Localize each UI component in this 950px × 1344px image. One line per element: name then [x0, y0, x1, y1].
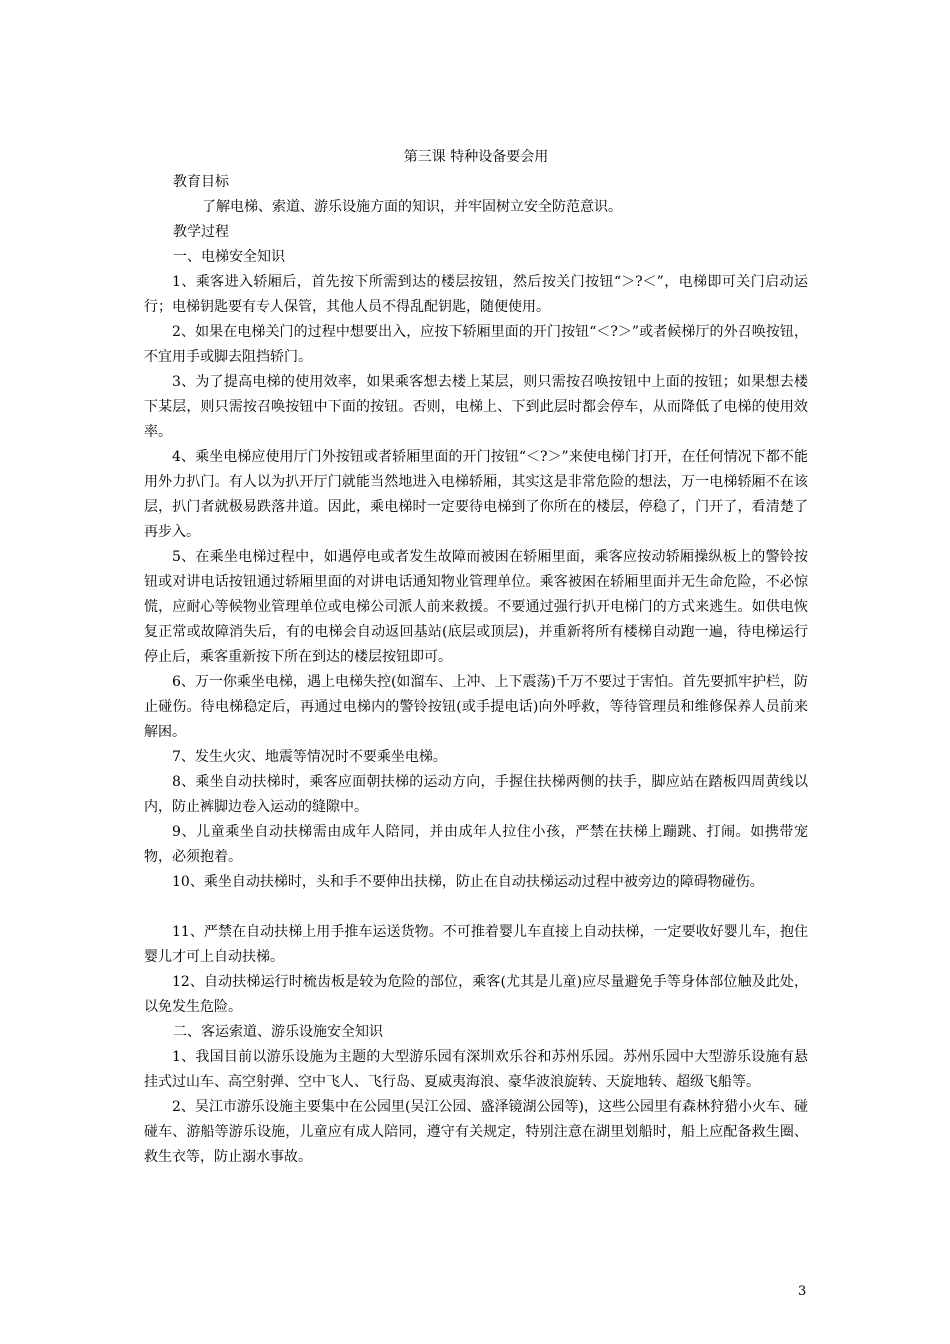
- section1-item-10: 10、乘坐自动扶梯时，头和手不要伸出扶梯，防止在自动扶梯运动过程中被旁边的障碍物碰伤。: [172, 874, 764, 890]
- section1-item-4: 4、乘坐电梯应使用厅门外按钮或者轿厢里面的开门按钮“＜?＞”来使电梯门打开，在任何情况下都不能用外力扒门。有人以为扒开厅门就能当然地进入电梯轿厢，其实这是非常危险的想法，万一电梯轿厢不在该层，扒门者就极易跌落井道。因此，乘电梯时一定要待电梯到了你所在的楼层，停稳了，门开了，看清楚了再步入。: [144, 449, 808, 540]
- goal-heading: 教育目标: [173, 174, 229, 190]
- section1-item-5: 5、在乘坐电梯过程中，如遇停电或者发生故障而被困在轿厢里面，乘客应按动轿厢操纵板上的警铃按钮或对讲电话按钮通过轿厢里面的对讲电话通知物业管理单位。乘客被困在轿厢里面并无生命危险，不必惊慌，应耐心等候物业管理单位或电梯公司派人前来救援。不要通过强行扒开电梯门的方式来逃生。如供电恢复正常或故障消失后，有的电梯会自动返回基站(底层或顶层)，并重新将所有楼梯自动跑一遍，待电梯运行停止后，乘客重新按下所在到达的楼层按钮即可。: [144, 549, 808, 665]
- page-number: 3: [798, 1284, 807, 1299]
- section2-item-2: 2、吴江市游乐设施主要集中在公园里(吴江公园、盛泽镜湖公园等)，这些公园里有森林狩猎小火车、碰碰车、游船等游乐设施，儿童应有成人陪同，遵守有关规定，特别注意在湖里划船时，船上应配备救生圈、救生衣等，防止溺水事故。: [144, 1099, 808, 1165]
- paragraph-gap: [144, 895, 808, 920]
- section2-heading: 二、客运索道、游乐设施安全知识: [173, 1024, 383, 1040]
- section1-item-7: 7、发生火灾、地震等情况时不要乘坐电梯。: [172, 749, 447, 765]
- section1-item-1: 1、乘客进入轿厢后，首先按下所需到达的楼层按钮，然后按关门按钮“＞?＜”，电梯即可关门启动运行；电梯钥匙要有专人保管，其他人员不得乱配钥匙，随便使用。: [144, 274, 808, 315]
- goal-text: 了解电梯、索道、游乐设施方面的知识，并牢固树立安全防范意识。: [202, 199, 622, 215]
- section1-item-3: 3、为了提高电梯的使用效率，如果乘客想去楼上某层，则只需按召唤按钮中上面的按钮；如果想去楼下某层，则只需按召唤按钮中下面的按钮。否则，电梯上、下到此层时都会停车，从而降低了电梯的使用效率。: [144, 374, 808, 440]
- section1-item-2: 2、如果在电梯关门的过程中想要出入，应按下轿厢里面的开门按钮“＜?＞”或者候梯厅的外召唤按钮，不宜用手或脚去阻挡轿门。: [144, 324, 808, 365]
- section1-item-8: 8、乘坐自动扶梯时，乘客应面朝扶梯的运动方向，手握住扶梯两侧的扶手，脚应站在踏板四周黄线以内，防止裤脚边卷入运动的缝隙中。: [144, 774, 808, 815]
- section1-item-12: 12、自动扶梯运行时梳齿板是较为危险的部位，乘客(尤其是儿童)应尽量避免手等身体部位触及此处，以免发生危险。: [144, 974, 808, 1015]
- section1-item-11: 11、严禁在自动扶梯上用手推车运送货物。不可推着婴儿车直接上自动扶梯，一定要收好婴儿车，抱住婴儿才可上自动扶梯。: [144, 924, 808, 965]
- process-heading: 教学过程: [173, 224, 229, 240]
- section1-heading: 一、电梯安全知识: [173, 249, 285, 265]
- section1-item-9: 9、儿童乘坐自动扶梯需由成年人陪同，并由成年人拉住小孩，严禁在扶梯上蹦跳、打闹。如携带宠物，必须抱着。: [144, 824, 808, 865]
- section1-item-6: 6、万一你乘坐电梯，遇上电梯失控(如溜车、上冲、上下震荡)千万不要过于害怕。首先要抓牢护栏，防止碰伤。待电梯稳定后，再通过电梯内的警铃按钮(或手提电话)向外呼救，等待管理员和维修保养人员前来解困。: [144, 674, 808, 740]
- lesson-title: 第三课 特种设备要会用: [403, 149, 549, 165]
- document-body: [144, 145, 808, 1170]
- section2-item-1: 1、我国目前以游乐设施为主题的大型游乐园有深圳欢乐谷和苏州乐园。苏州乐园中大型游乐设施有悬挂式过山车、高空射弹、空中飞人、飞行岛、夏威夷海浪、豪华波浪旋转、天旋地转、超级飞船等。: [144, 1049, 808, 1090]
